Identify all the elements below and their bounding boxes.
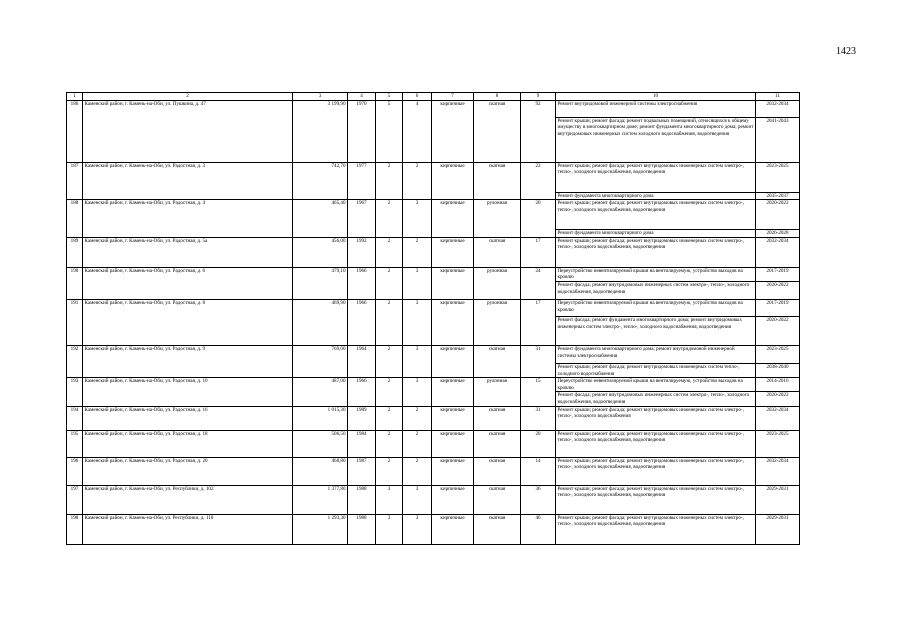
record-entrances: 4 — [403, 100, 432, 162]
record-area: 465,40 — [293, 200, 348, 238]
record-roof-type: скатная — [474, 430, 521, 457]
record-work-period: 2023-2025 — [756, 162, 800, 192]
record-floors: 2 — [376, 430, 403, 457]
record-entrances: 2 — [403, 430, 432, 457]
record-wall-material: кирпичные — [432, 299, 474, 345]
record-work-description: Ремонт крыши; ремонт фасада; ремонт внутридомовых инженерных систем электро-, тепло-, холодного водоснабжения — [556, 406, 756, 430]
record-wall-material: кирпичные — [432, 514, 474, 544]
record-work-period: 2041-2043 — [756, 117, 800, 162]
page-number: 1423 — [836, 46, 856, 57]
record-address: Каменский район, г. Камень-на-Оби, ул. Радостная, д. 18 — [83, 430, 293, 457]
record-year: 1970 — [348, 100, 376, 162]
record-number: 188 — [67, 200, 83, 238]
record-floors: 2 — [376, 378, 403, 406]
record-number: 193 — [67, 378, 83, 406]
record-work-period: 2038-2040 — [756, 363, 800, 377]
record-address: Каменский район, г. Камень-на-Оби, ул. Радостная, д. 16 — [83, 406, 293, 430]
record-year: 1989 — [348, 406, 376, 430]
record-work-description: Ремонт крыши; ремонт фасада; ремонт внутридомовых инженерных систем электро-, тепло-, холодного водоснабжения, водоотведения — [556, 200, 756, 230]
record-work-period: 2026-2028 — [756, 230, 800, 238]
record-year: 1988 — [348, 514, 376, 544]
record-work-period: 2032-2034 — [756, 457, 800, 485]
record-area: 479,10 — [293, 267, 348, 299]
record-wall-material: кирпичные — [432, 485, 474, 514]
record-area: 1 293,30 — [293, 514, 348, 544]
record-work-period: 2014-2016 — [756, 378, 800, 392]
record-work-description: Ремонт фасада; ремонт фундамента многоквартирного дома; ремонт внутридомовых инженерных систем электро-, тепло-, холодного водоснабжения, водоотведения — [556, 316, 756, 345]
record-entrances: 2 — [403, 457, 432, 485]
record-entrances: 2 — [403, 162, 432, 200]
record-wall-material: кирпичные — [432, 200, 474, 238]
record-address: Каменский район, г. Камень-на-Оби, ул. Республики, д. 102 — [83, 485, 293, 514]
record-area: 456,00 — [293, 237, 348, 267]
record-work-description: Ремонт крыши; ремонт фасада; ремонт внутридомовых инженерных систем электро-, тепло-, холодного водоснабжения, водоотведения — [556, 430, 756, 457]
record-entrances: 3 — [403, 200, 432, 238]
record-wear: 92 — [521, 100, 556, 162]
record-work-period: 2032-2034 — [756, 237, 800, 267]
record-floors: 2 — [376, 345, 403, 377]
record-year: 1984 — [348, 430, 376, 457]
record-work-description: Ремонт фундамента многоквартирного дома; ремонт внутридомовой инженерной системы электроснабжения — [556, 345, 756, 363]
record-number: 191 — [67, 299, 83, 345]
record-wear: 31 — [521, 345, 556, 377]
record-address: Каменский район, г. Камень-на-Оби, ул. Радостная, д. 5а — [83, 237, 293, 267]
record-address: Каменский район, г. Камень-на-Оби, ул. Пушкина, д. 47 — [83, 100, 293, 162]
record-work-description: Переустройство невентилируемой крыши на вентилируемую, устройство выходов на кровлю — [556, 378, 756, 392]
header-cell: 3 — [293, 93, 348, 101]
record-floors: 5 — [376, 100, 403, 162]
record-work-description: Переустройство невентилируемой крыши на вентилируемую, устройство выходов на кровлю — [556, 267, 756, 281]
header-cell: 11 — [756, 93, 800, 101]
record-roof-type: скатная — [474, 514, 521, 544]
record-entrances: 3 — [403, 299, 432, 345]
table-row — [67, 162, 800, 192]
record-work-period: 2029-2031 — [756, 514, 800, 544]
record-floors: 2 — [376, 406, 403, 430]
record-floors: 2 — [376, 162, 403, 200]
record-area: 3 199,90 — [293, 100, 348, 162]
record-work-description: Ремонт фасада; ремонт внутридомовых инженерных систем электро-, тепло-, холодного водоснабжения, водоотведения — [556, 281, 756, 299]
header-cell: 8 — [474, 93, 521, 101]
table-row — [67, 430, 800, 457]
housing-repair-table — [66, 92, 800, 545]
table-row — [67, 514, 800, 544]
table-row — [67, 457, 800, 485]
record-address: Каменский район, г. Камень-на-Оби, ул. Радостная, д. 8 — [83, 299, 293, 345]
record-roof-type: скатная — [474, 237, 521, 267]
header-cell: 5 — [376, 93, 403, 101]
record-wall-material: кирпичные — [432, 345, 474, 377]
record-wear: 17 — [521, 299, 556, 345]
record-address: Каменский район, г. Камень-на-Оби, ул. Радостная, д. 4 — [83, 200, 293, 238]
record-wall-material: кирпичные — [432, 267, 474, 299]
record-year: 1987 — [348, 457, 376, 485]
record-number: 187 — [67, 162, 83, 200]
record-wear: 46 — [521, 514, 556, 544]
record-work-period: 2032-2034 — [756, 406, 800, 430]
record-work-period: 2035-2037 — [756, 192, 800, 200]
record-floors: 3 — [376, 514, 403, 544]
record-wear: 31 — [521, 406, 556, 430]
record-address: Каменский район, г. Камень-на-Оби, ул. Радостная, д. 20 — [83, 457, 293, 485]
record-wall-material: кирпичные — [432, 162, 474, 200]
record-roof-type: скатная — [474, 162, 521, 200]
record-wall-material: кирпичные — [432, 237, 474, 267]
record-address: Каменский район, г. Камень-на-Оби, ул. Радостная, д. 3 — [83, 162, 293, 200]
record-number: 196 — [67, 457, 83, 485]
record-entrances: 2 — [403, 406, 432, 430]
record-work-period: 2029-2031 — [756, 485, 800, 514]
header-cell: 9 — [521, 93, 556, 101]
record-work-description: Ремонт крыши; ремонт фасада; ремонт подвальных помещений, относящихся к общему имуществу в многоквартирном доме; ремонт фундамента многоквартирного дома; ремонт внутридомовых инженерных систем холодного водоснабжения, водоотведения — [556, 117, 756, 162]
table-row — [67, 100, 800, 117]
record-number: 190 — [67, 267, 83, 299]
record-work-period: 2020-2022 — [756, 200, 800, 230]
record-entrances: 3 — [403, 345, 432, 377]
record-work-description: Ремонт крыши; ремонт фасада; ремонт внутридомовых инженерных систем электро-, тепло-, холодного водоснабжения, водоотведения — [556, 514, 756, 544]
record-address: Каменский район, г. Камень-на-Оби, ул. Радостная, д. 6 — [83, 267, 293, 299]
record-wall-material: кирпичные — [432, 378, 474, 406]
record-work-period: 2023-2025 — [756, 345, 800, 363]
record-area: 742,70 — [293, 162, 348, 200]
record-address: Каменский район, г. Камень-на-Оби, ул. Радостная, д. 9 — [83, 345, 293, 377]
record-roof-type: рулонная — [474, 299, 521, 345]
table-row — [67, 406, 800, 430]
record-year: 1966 — [348, 378, 376, 406]
record-floors: 3 — [376, 485, 403, 514]
record-year: 1967 — [348, 200, 376, 238]
record-work-description: Ремонт крыши; ремонт фасада; ремонт внутридомовых инженерных систем электро-, тепло-, холодного водоснабжения, водоотведения — [556, 457, 756, 485]
record-entrances: 3 — [403, 267, 432, 299]
record-area: 506,50 — [293, 430, 348, 457]
record-entrances: 3 — [403, 514, 432, 544]
record-wear: 20 — [521, 200, 556, 238]
record-area: 487,00 — [293, 378, 348, 406]
record-area: 1 015,30 — [293, 406, 348, 430]
record-wear: 14 — [521, 457, 556, 485]
header-row — [67, 93, 800, 101]
record-number: 189 — [67, 237, 83, 267]
record-roof-type: рулонная — [474, 267, 521, 299]
record-area: 468,80 — [293, 457, 348, 485]
record-wall-material: кирпичные — [432, 406, 474, 430]
record-work-period: 2017-2019 — [756, 267, 800, 281]
record-number: 198 — [67, 514, 83, 544]
record-floors: 2 — [376, 267, 403, 299]
record-wear: 15 — [521, 378, 556, 406]
record-roof-type: скатная — [474, 406, 521, 430]
header-cell: 1 — [67, 93, 83, 101]
record-roof-type: скатная — [474, 100, 521, 162]
record-floors: 2 — [376, 237, 403, 267]
record-work-period: 2032-2034 — [756, 100, 800, 117]
header-cell: 2 — [83, 93, 293, 101]
record-roof-type: скатная — [474, 457, 521, 485]
header-cell: 7 — [432, 93, 474, 101]
record-number: 194 — [67, 406, 83, 430]
record-wear: 17 — [521, 237, 556, 267]
record-work-description: Ремонт внутридомовой инженерной системы электроснабжения — [556, 100, 756, 117]
record-work-description: Переустройство невентилируемой крыши на вентилируемую, устройство выходов на кровлю — [556, 299, 756, 316]
record-year: 1992 — [348, 237, 376, 267]
table-row — [67, 485, 800, 514]
record-floors: 2 — [376, 200, 403, 238]
record-year: 1988 — [348, 485, 376, 514]
record-entrances: 2 — [403, 237, 432, 267]
header-cell: 4 — [348, 93, 376, 101]
record-wear: 36 — [521, 485, 556, 514]
table-row — [67, 378, 800, 392]
record-number: 197 — [67, 485, 83, 514]
record-wear: 20 — [521, 430, 556, 457]
record-work-period: 2020-2022 — [756, 281, 800, 299]
record-address: Каменский район, г. Камень-на-Оби, ул. Республики, д. 110 — [83, 514, 293, 544]
header-cell: 10 — [556, 93, 756, 101]
record-roof-type: рулонная — [474, 378, 521, 406]
record-floors: 2 — [376, 457, 403, 485]
record-year: 1977 — [348, 162, 376, 200]
table-row — [67, 267, 800, 281]
record-work-period: 2017-2019 — [756, 299, 800, 316]
record-work-description: Ремонт крыши; ремонт фасада; ремонт внутридомовых инженерных систем электро-, тепло-, холодного водоснабжения, водоотведения — [556, 162, 756, 192]
record-year: 1964 — [348, 345, 376, 377]
record-wear: 24 — [521, 267, 556, 299]
table-row — [67, 299, 800, 316]
record-number: 192 — [67, 345, 83, 377]
record-area: 1 377,80 — [293, 485, 348, 514]
record-entrances: 3 — [403, 485, 432, 514]
record-work-period: 2020-2022 — [756, 392, 800, 406]
record-wall-material: кирпичные — [432, 457, 474, 485]
header-cell: 6 — [403, 93, 432, 101]
table-row — [67, 200, 800, 230]
record-year: 1966 — [348, 267, 376, 299]
record-number: 195 — [67, 430, 83, 457]
record-work-description: Ремонт крыши; ремонт фасада; ремонт внутридомовых инженерных систем тепло-, холодного водоснабжения — [556, 363, 756, 377]
record-work-description: Ремонт фасада; ремонт внутридомовых инженерных систем электро-, тепло-, холодного водоснабжения, водоотведения — [556, 392, 756, 406]
record-area: 769,00 — [293, 345, 348, 377]
record-floors: 2 — [376, 299, 403, 345]
record-wall-material: кирпичные — [432, 100, 474, 162]
table-row — [67, 237, 800, 267]
record-roof-type: рулонная — [474, 200, 521, 238]
table-row — [67, 345, 800, 363]
record-work-period: 2020-2022 — [756, 316, 800, 345]
record-work-description: Ремонт крыши; ремонт фасада; ремонт внутридомовых инженерных систем электро-, тепло-, холодного водоснабжения, водоотведения — [556, 485, 756, 514]
record-roof-type: скатная — [474, 345, 521, 377]
record-address: Каменский район, г. Камень-на-Оби, ул. Радостная, д. 10 — [83, 378, 293, 406]
record-work-description: Ремонт крыши; ремонт фасада; ремонт внутридомовых инженерных систем электро-, тепло-, холодного водоснабжения, водоотведения — [556, 237, 756, 267]
record-year: 1966 — [348, 299, 376, 345]
record-entrances: 3 — [403, 378, 432, 406]
record-work-description: Ремонт фундамента многоквартирного дома — [556, 230, 756, 238]
record-wall-material: кирпичные — [432, 430, 474, 457]
record-area: 469,90 — [293, 299, 348, 345]
record-work-description: Ремонт фундамента многоквартирного дома — [556, 192, 756, 200]
record-work-period: 2023-2025 — [756, 430, 800, 457]
record-number: 186 — [67, 100, 83, 162]
record-roof-type: скатная — [474, 485, 521, 514]
record-wear: 22 — [521, 162, 556, 200]
